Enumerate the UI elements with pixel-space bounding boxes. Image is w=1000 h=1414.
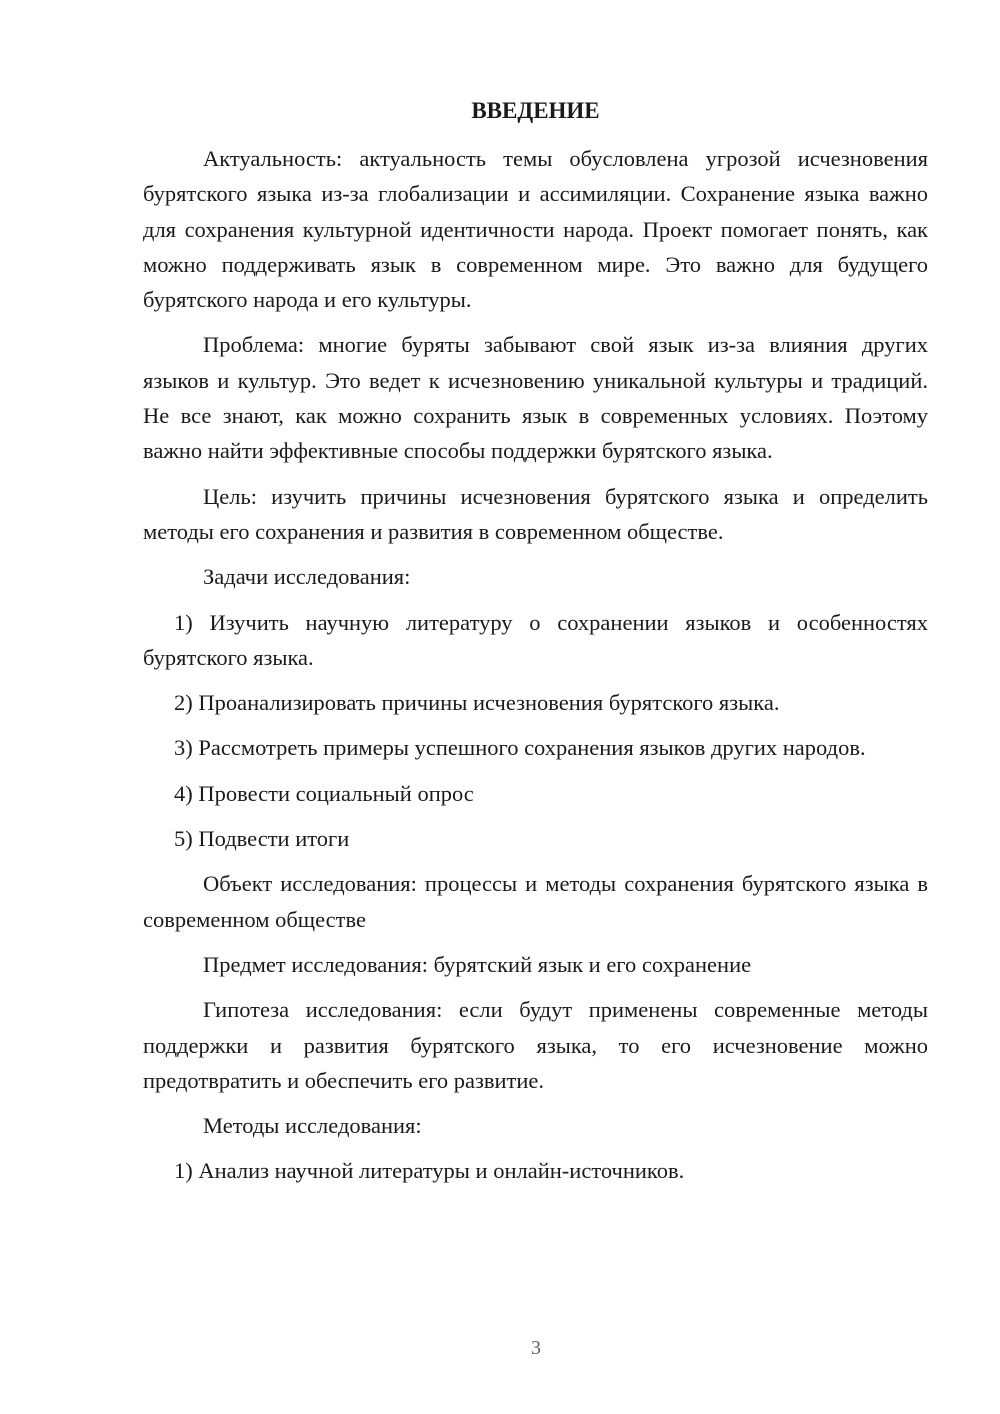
paragraph-goal: Цель: изучить причины исчезновения бурятского языка и определить методы его сохранения и развития в современном обществе. [143, 483, 928, 544]
paragraph-relevance: Актуальность: актуальность темы обусловлена угрозой исчезновения бурятского языка из-за глобализации и ассимиляции. Сохранение языка важно для сохранения культурной идентичности народа. Проект помогает понять, как можно поддерживать язык в современном мире. Это важно для будущего бурятского народа и его культуры. [143, 146, 928, 313]
page-number: 3 [531, 1337, 541, 1359]
list-item: 1) Изучить научную литературу о сохранении языков и особенностях бурятского языка. [143, 609, 928, 670]
paragraph-tasks-heading: Задачи исследования: [203, 564, 411, 590]
page-title: ВВЕДЕНИЕ [471, 98, 600, 123]
list-item: 1) Анализ научной литературы и онлайн-источников. [174, 1158, 685, 1184]
paragraph-methods-heading: Методы исследования: [203, 1113, 422, 1139]
list-item: 4) Провести социальный опрос [174, 780, 474, 806]
document-body [143, 141, 928, 1199]
paragraph-object: Объект исследования: процессы и методы сохранения бурятского языка в современном обществе [143, 871, 928, 932]
list-item: 2) Проанализировать причины исчезновения бурятского языка. [174, 690, 780, 716]
list-item: 3) Рассмотреть примеры успешного сохранения языков других народов. [174, 735, 866, 761]
list-item: 5) Подвести итоги [174, 826, 350, 852]
paragraph-problem: Проблема: многие буряты забывают свой язык из-за влияния других языков и культур. Это ведет к исчезновению уникальной культуры и традиций. Не все знают, как можно сохранить язык в современных условиях. Поэтому важно найти эффективные способы поддержки бурятского языка. [143, 332, 928, 464]
paragraph-hypothesis: Гипотеза исследования: если будут применены современные методы поддержки и развития бурятского языка, то его исчезновение можно предотвратить и обеспечить его развитие. [143, 997, 928, 1093]
paragraph-subject: Предмет исследования: бурятский язык и его сохранение [203, 951, 752, 977]
